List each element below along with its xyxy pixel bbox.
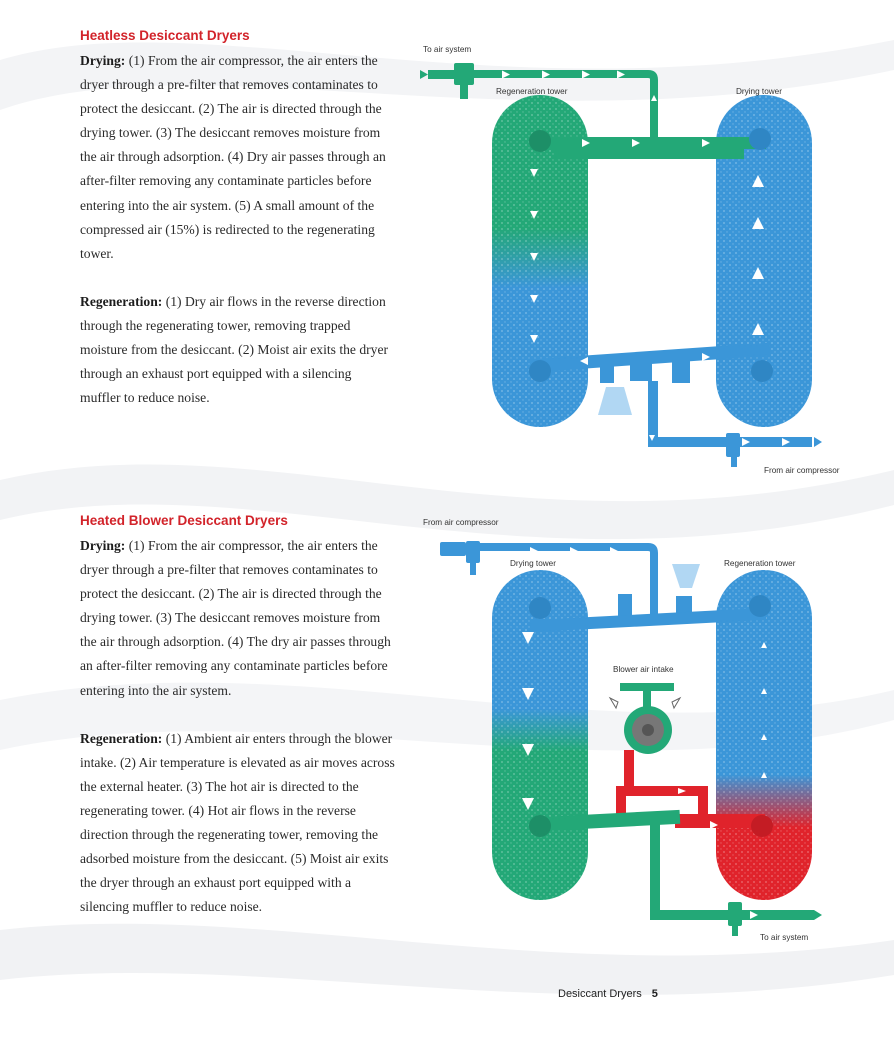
heated-regen-paragraph <box>80 727 395 920</box>
heated-regen-label: Regeneration: <box>80 730 163 746</box>
heatless-regen-text: (1) Dry air flows in the reverse direction through the regenerating tower, removing trapped moisture from the desiccant. (2) Moist air exits the dryer through an exhaust port equipped with a silencing muffler to reduce noise. <box>80 293 389 406</box>
footer-title: Desiccant Dryers <box>558 988 642 1000</box>
heatless-drying-text: (1) From the air compressor, the air enters the dryer through a pre-filter that removes contaminates to protect the desiccant. (2) The air is directed through the drying tower. (3) The desiccant removes moisture from the air through adsorption. (4) Dry air passes through an after-filter removing any contaminate particles before entering into the air system. (5) A small amount of the compressed air (15%) is redirected to the regenerating tower. <box>80 53 386 261</box>
label-blower-air-intake: Blower air intake <box>613 665 674 674</box>
heatless-regen-label: Regeneration: <box>80 293 163 309</box>
label-to-air-system: To air system <box>423 45 472 54</box>
heated-drying-text: (1) From the air compressor, the air enters the dryer through a pre-filter that removes contaminates to protect the desiccant. (2) The air is directed through the drying tower. (3) The desiccant removes moisture from the air through adsorption. (4) The dry air passes through an after-filter removing any contaminate particles before entering into the air system. <box>80 538 391 698</box>
heatless-drying-paragraph <box>80 49 395 266</box>
label-drying-tower-2: Drying tower <box>510 559 556 568</box>
heatless-dryer-diagram <box>410 35 850 480</box>
top-piping <box>428 63 771 159</box>
heatless-drying-label: Drying: <box>80 53 126 68</box>
heatless-regen-paragraph <box>80 290 395 410</box>
top-piping-2 <box>440 541 771 632</box>
heated-title: Heated Blower Desiccant Dryers <box>80 513 288 528</box>
heated-regen-text: (1) Ambient air enters through the blower intake. (2) Air temperature is elevated as air moves across the external heater. (3) The hot air is directed to the regenerating tower. (4) Hot air flows in the reverse direction through the regenerating tower, removing the adsorbed moisture from the desiccant. (5) Moist air exits the dryer through an exhaust port equipped with a silencing muffler to reduce noise. <box>80 730 395 915</box>
heatless-title: Heatless Desiccant Dryers <box>80 28 250 43</box>
label-from-air-compressor-2: From air compressor <box>423 518 499 527</box>
exhaust-plume <box>598 387 632 415</box>
label-regeneration-tower-2: Regeneration tower <box>724 559 796 568</box>
label-heater: Heater <box>638 769 663 778</box>
label-to-air-system-2: To air system <box>760 933 809 942</box>
heated-section <box>80 513 395 919</box>
exhaust-plume-2 <box>672 564 700 588</box>
heated-drying-label: Drying: <box>80 538 126 553</box>
heated-drying-paragraph <box>80 534 395 703</box>
label-regeneration-tower: Regeneration tower <box>496 87 568 96</box>
page-footer <box>558 988 658 1000</box>
label-drying-tower: Drying tower <box>736 87 782 96</box>
label-from-air-compressor: From air compressor <box>764 466 840 475</box>
heatless-section <box>80 28 395 410</box>
page-number: 5 <box>651 988 658 1000</box>
heated-blower-dryer-diagram <box>410 508 850 948</box>
